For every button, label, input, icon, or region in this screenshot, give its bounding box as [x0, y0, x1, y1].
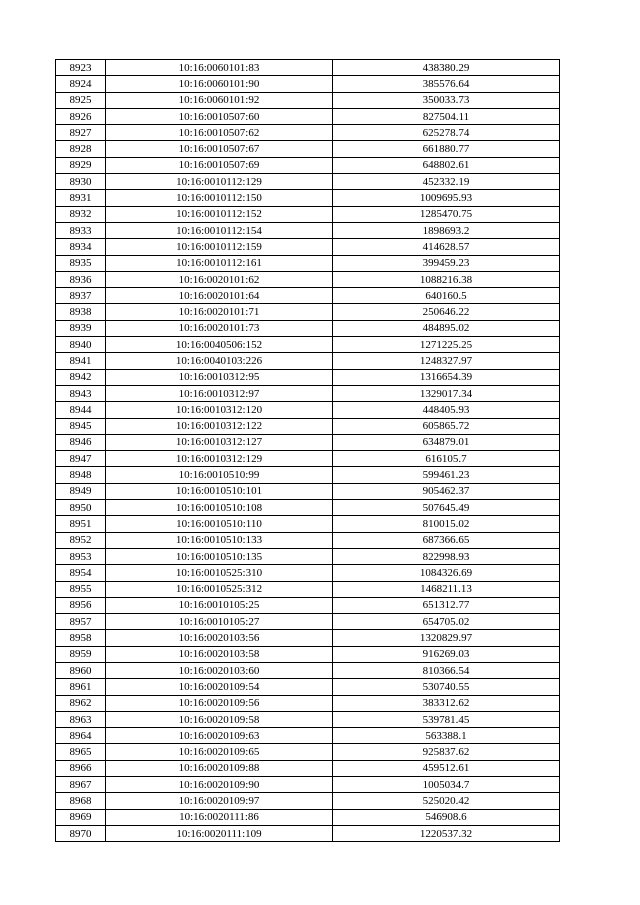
table-row	[56, 695, 560, 711]
row-number-cell: 8953	[56, 548, 106, 564]
cadastral-number-cell: 10:16:0020111:109	[106, 825, 333, 841]
row-number-cell: 8937	[56, 288, 106, 304]
cadastral-number-cell: 10:16:0020109:90	[106, 777, 333, 793]
table-row	[56, 239, 560, 255]
value-cell: 563388.1	[333, 728, 560, 744]
row-number-cell: 8947	[56, 451, 106, 467]
row-number-cell: 8924	[56, 76, 106, 92]
cadastral-number-cell: 10:16:0020103:58	[106, 646, 333, 662]
value-cell: 383312.62	[333, 695, 560, 711]
value-cell: 1285470.75	[333, 206, 560, 222]
table-row	[56, 76, 560, 92]
row-number-cell: 8946	[56, 434, 106, 450]
cadastral-number-cell: 10:16:0010112:161	[106, 255, 333, 271]
row-number-cell: 8952	[56, 532, 106, 548]
value-cell: 250646.22	[333, 304, 560, 320]
cadastral-number-cell: 10:16:0010312:95	[106, 369, 333, 385]
cadastral-number-cell: 10:16:0060101:92	[106, 92, 333, 108]
value-cell: 385576.64	[333, 76, 560, 92]
table-row	[56, 711, 560, 727]
value-cell: 1005034.7	[333, 777, 560, 793]
row-number-cell: 8960	[56, 662, 106, 678]
table-row	[56, 793, 560, 809]
value-cell: 414628.57	[333, 239, 560, 255]
value-cell: 651312.77	[333, 597, 560, 613]
table-row	[56, 516, 560, 532]
row-number-cell: 8959	[56, 646, 106, 662]
value-cell: 925837.62	[333, 744, 560, 760]
table-row	[56, 402, 560, 418]
table-row	[56, 60, 560, 76]
cadastral-number-cell: 10:16:0010510:108	[106, 500, 333, 516]
cadastral-number-cell: 10:16:0040506:152	[106, 337, 333, 353]
row-number-cell: 8968	[56, 793, 106, 809]
row-number-cell: 8954	[56, 565, 106, 581]
value-cell: 916269.03	[333, 646, 560, 662]
cadastral-number-cell: 10:16:0010112:129	[106, 174, 333, 190]
table-row	[56, 548, 560, 564]
cadastral-number-cell: 10:16:0010312:97	[106, 385, 333, 401]
value-cell: 1271225.25	[333, 337, 560, 353]
row-number-cell: 8931	[56, 190, 106, 206]
cadastral-number-cell: 10:16:0020109:56	[106, 695, 333, 711]
value-cell: 1320829.97	[333, 630, 560, 646]
row-number-cell: 8938	[56, 304, 106, 320]
value-cell: 438380.29	[333, 60, 560, 76]
table-row	[56, 288, 560, 304]
table-row	[56, 434, 560, 450]
table-row	[56, 646, 560, 662]
row-number-cell: 8928	[56, 141, 106, 157]
table-row	[56, 320, 560, 336]
row-number-cell: 8935	[56, 255, 106, 271]
table-row	[56, 500, 560, 516]
cadastral-number-cell: 10:16:0010510:133	[106, 532, 333, 548]
value-cell: 1316654.39	[333, 369, 560, 385]
row-number-cell: 8949	[56, 483, 106, 499]
table-row	[56, 467, 560, 483]
table-row	[56, 825, 560, 841]
cadastral-number-cell: 10:16:0010105:25	[106, 597, 333, 613]
table-row	[56, 369, 560, 385]
value-cell: 1248327.97	[333, 353, 560, 369]
value-cell: 634879.01	[333, 434, 560, 450]
value-cell: 648802.61	[333, 157, 560, 173]
value-cell: 452332.19	[333, 174, 560, 190]
table-row	[56, 125, 560, 141]
table-row	[56, 418, 560, 434]
row-number-cell: 8939	[56, 320, 106, 336]
table-row	[56, 565, 560, 581]
cadastral-number-cell: 10:16:0010312:120	[106, 402, 333, 418]
table-row	[56, 777, 560, 793]
table-row	[56, 255, 560, 271]
row-number-cell: 8966	[56, 760, 106, 776]
cadastral-number-cell: 10:16:0010105:27	[106, 614, 333, 630]
row-number-cell: 8942	[56, 369, 106, 385]
cadastral-number-cell: 10:16:0010312:127	[106, 434, 333, 450]
row-number-cell: 8934	[56, 239, 106, 255]
table-row	[56, 271, 560, 287]
cadastral-number-cell: 10:16:0020111:86	[106, 809, 333, 825]
cadastral-number-cell: 10:16:0020101:62	[106, 271, 333, 287]
cadastral-number-cell: 10:16:0060101:83	[106, 60, 333, 76]
cadastral-number-cell: 10:16:0010525:312	[106, 581, 333, 597]
cadastral-number-cell: 10:16:0020109:97	[106, 793, 333, 809]
table-row	[56, 304, 560, 320]
row-number-cell: 8929	[56, 157, 106, 173]
cadastral-number-cell: 10:16:0010510:101	[106, 483, 333, 499]
row-number-cell: 8957	[56, 614, 106, 630]
value-cell: 605865.72	[333, 418, 560, 434]
table-row	[56, 206, 560, 222]
value-cell: 827504.11	[333, 108, 560, 124]
table-row	[56, 597, 560, 613]
value-cell: 1468211.13	[333, 581, 560, 597]
row-number-cell: 8964	[56, 728, 106, 744]
cadastral-number-cell: 10:16:0020109:63	[106, 728, 333, 744]
cadastral-number-cell: 10:16:0010510:135	[106, 548, 333, 564]
row-number-cell: 8943	[56, 385, 106, 401]
cadastral-number-cell: 10:16:0020101:64	[106, 288, 333, 304]
value-cell: 507645.49	[333, 500, 560, 516]
row-number-cell: 8927	[56, 125, 106, 141]
row-number-cell: 8925	[56, 92, 106, 108]
table-row	[56, 728, 560, 744]
table-row	[56, 353, 560, 369]
row-number-cell: 8962	[56, 695, 106, 711]
row-number-cell: 8965	[56, 744, 106, 760]
value-cell: 484895.02	[333, 320, 560, 336]
table-row	[56, 92, 560, 108]
value-cell: 459512.61	[333, 760, 560, 776]
value-cell: 640160.5	[333, 288, 560, 304]
table-row	[56, 108, 560, 124]
value-cell: 810366.54	[333, 662, 560, 678]
table-row	[56, 614, 560, 630]
cadastral-number-cell: 10:16:0010507:69	[106, 157, 333, 173]
cadastral-number-cell: 10:16:0020109:88	[106, 760, 333, 776]
row-number-cell: 8958	[56, 630, 106, 646]
value-cell: 654705.02	[333, 614, 560, 630]
row-number-cell: 8926	[56, 108, 106, 124]
row-number-cell: 8933	[56, 222, 106, 238]
table-row	[56, 630, 560, 646]
value-cell: 1329017.34	[333, 385, 560, 401]
cadastral-number-cell: 10:16:0010525:310	[106, 565, 333, 581]
table-row	[56, 174, 560, 190]
value-cell: 1009695.93	[333, 190, 560, 206]
cadastral-number-cell: 10:16:0060101:90	[106, 76, 333, 92]
cadastral-number-cell: 10:16:0020103:56	[106, 630, 333, 646]
value-cell: 822998.93	[333, 548, 560, 564]
row-number-cell: 8950	[56, 500, 106, 516]
table-row	[56, 385, 560, 401]
value-cell: 687366.65	[333, 532, 560, 548]
table-row	[56, 451, 560, 467]
value-cell: 448405.93	[333, 402, 560, 418]
value-cell: 350033.73	[333, 92, 560, 108]
table-row	[56, 809, 560, 825]
value-cell: 661880.77	[333, 141, 560, 157]
cadastral-number-cell: 10:16:0010312:122	[106, 418, 333, 434]
table-body	[56, 60, 560, 842]
cadastral-number-cell: 10:16:0020109:65	[106, 744, 333, 760]
cadastral-number-cell: 10:16:0020109:54	[106, 679, 333, 695]
row-number-cell: 8963	[56, 711, 106, 727]
value-cell: 399459.23	[333, 255, 560, 271]
cadastral-number-cell: 10:16:0020109:58	[106, 711, 333, 727]
table-row	[56, 532, 560, 548]
table-row	[56, 581, 560, 597]
row-number-cell: 8948	[56, 467, 106, 483]
cadastral-number-cell: 10:16:0010112:154	[106, 222, 333, 238]
value-cell: 905462.37	[333, 483, 560, 499]
table-row	[56, 141, 560, 157]
cadastral-number-cell: 10:16:0010112:152	[106, 206, 333, 222]
value-cell: 539781.45	[333, 711, 560, 727]
row-number-cell: 8932	[56, 206, 106, 222]
row-number-cell: 8951	[56, 516, 106, 532]
value-cell: 810015.02	[333, 516, 560, 532]
table-row	[56, 337, 560, 353]
value-cell: 1084326.69	[333, 565, 560, 581]
cadastral-number-cell: 10:16:0010312:129	[106, 451, 333, 467]
value-cell: 1220537.32	[333, 825, 560, 841]
table-row	[56, 483, 560, 499]
value-cell: 1088216.38	[333, 271, 560, 287]
row-number-cell: 8940	[56, 337, 106, 353]
cadastral-number-cell: 10:16:0020101:73	[106, 320, 333, 336]
table-row	[56, 760, 560, 776]
row-number-cell: 8956	[56, 597, 106, 613]
row-number-cell: 8967	[56, 777, 106, 793]
cadastral-number-cell: 10:16:0010507:67	[106, 141, 333, 157]
value-cell: 616105.7	[333, 451, 560, 467]
cadastral-number-cell: 10:16:0020103:60	[106, 662, 333, 678]
cadastral-number-cell: 10:16:0040103:226	[106, 353, 333, 369]
value-cell: 1898693.2	[333, 222, 560, 238]
cadastral-number-cell: 10:16:0010112:159	[106, 239, 333, 255]
value-cell: 599461.23	[333, 467, 560, 483]
table-row	[56, 662, 560, 678]
row-number-cell: 8955	[56, 581, 106, 597]
table-row	[56, 157, 560, 173]
row-number-cell: 8930	[56, 174, 106, 190]
cadastral-number-cell: 10:16:0010510:99	[106, 467, 333, 483]
row-number-cell: 8941	[56, 353, 106, 369]
value-cell: 546908.6	[333, 809, 560, 825]
row-number-cell: 8945	[56, 418, 106, 434]
table-row	[56, 190, 560, 206]
cadastral-number-cell: 10:16:0010507:60	[106, 108, 333, 124]
value-cell: 530740.55	[333, 679, 560, 695]
table-row	[56, 679, 560, 695]
row-number-cell: 8936	[56, 271, 106, 287]
cadastral-number-cell: 10:16:0010112:150	[106, 190, 333, 206]
row-number-cell: 8969	[56, 809, 106, 825]
row-number-cell: 8923	[56, 60, 106, 76]
row-number-cell: 8961	[56, 679, 106, 695]
cadastral-number-cell: 10:16:0010507:62	[106, 125, 333, 141]
row-number-cell: 8970	[56, 825, 106, 841]
row-number-cell: 8944	[56, 402, 106, 418]
cadastral-number-cell: 10:16:0020101:71	[106, 304, 333, 320]
value-cell: 525020.42	[333, 793, 560, 809]
table-row	[56, 744, 560, 760]
value-cell: 625278.74	[333, 125, 560, 141]
table-row	[56, 222, 560, 238]
data-table	[55, 59, 560, 842]
cadastral-number-cell: 10:16:0010510:110	[106, 516, 333, 532]
